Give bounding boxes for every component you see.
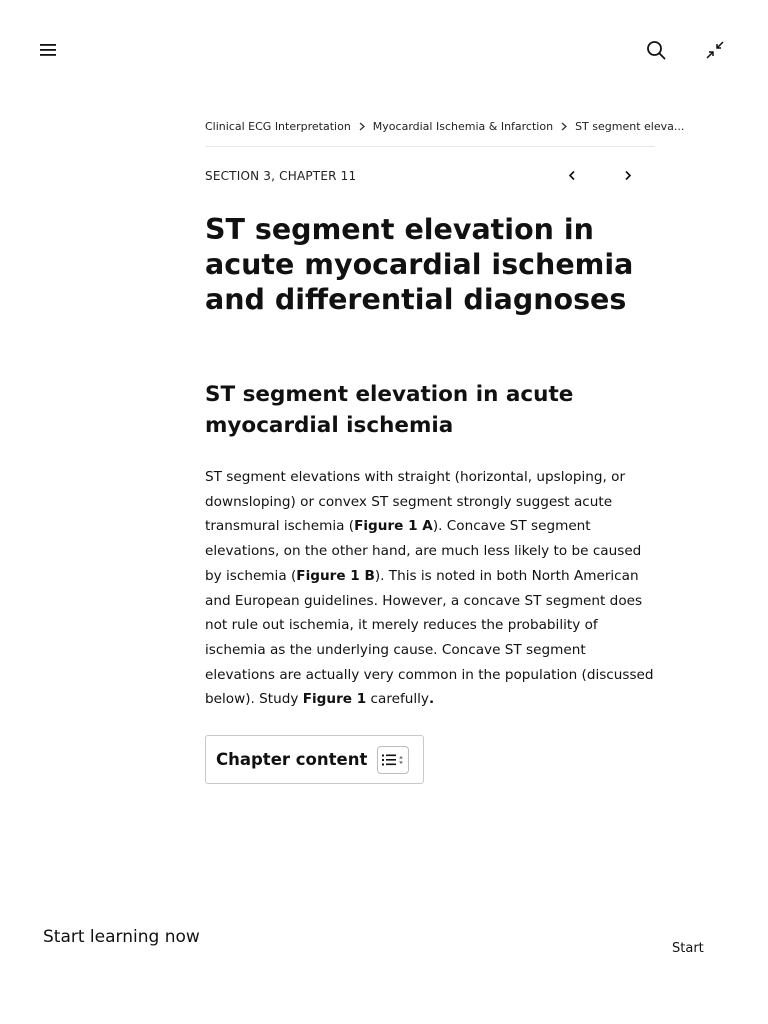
section-chapter-label: SECTION 3, CHAPTER 11 bbox=[205, 169, 357, 183]
breadcrumb-current: ST segment eleva... bbox=[575, 119, 685, 133]
figure-reference: Figure 1 bbox=[302, 691, 367, 708]
chapter-content-toc bbox=[205, 735, 424, 784]
breadcrumb-item-ischemia-infarction[interactable]: Myocardial Ischemia & Infarction bbox=[372, 119, 554, 133]
breadcrumb-item-ecg-interpretation[interactable]: Clinical ECG Interpretation bbox=[205, 119, 351, 133]
chevron-right-icon bbox=[561, 122, 567, 131]
body-paragraph bbox=[205, 465, 657, 712]
section-heading: ST segment elevation in acute myocardial ischemia bbox=[205, 382, 574, 438]
chevron-left-icon bbox=[568, 170, 576, 181]
next-chapter-button[interactable] bbox=[619, 166, 637, 184]
toc-toggle-button[interactable] bbox=[377, 746, 409, 774]
menu-button[interactable] bbox=[34, 36, 62, 64]
figure-reference: Figure 1 B bbox=[296, 567, 375, 584]
start-button[interactable]: Start bbox=[672, 941, 704, 956]
chevron-right-icon bbox=[624, 170, 632, 181]
paragraph-text: carefully bbox=[366, 691, 429, 708]
toc-title: Chapter content bbox=[216, 750, 368, 769]
hamburger-menu-icon bbox=[40, 44, 56, 56]
figure-reference: Figure 1 A bbox=[354, 518, 433, 535]
collapse-button[interactable] bbox=[701, 36, 729, 64]
list-toggle-icon bbox=[382, 754, 404, 766]
paragraph-text: ). Concave ST segment elevations, on the other hand, are much less likely to be caused by ischemia ( bbox=[205, 518, 642, 584]
top-bar bbox=[0, 0, 768, 100]
search-icon bbox=[646, 40, 666, 60]
chevron-right-icon bbox=[359, 122, 365, 131]
paragraph-text: ST segment elevations with straight (horizontal, upsloping, or downsloping) or convex ST segment strongly suggest acute transmural ischemia ( bbox=[205, 469, 626, 535]
page-title: ST segment elevation in acute myocardial ischemia and differential diagnoses bbox=[205, 213, 634, 316]
start-learning-text: Start learning now bbox=[43, 927, 200, 947]
previous-chapter-button[interactable] bbox=[563, 166, 581, 184]
search-button[interactable] bbox=[642, 36, 670, 64]
breadcrumb bbox=[205, 118, 685, 134]
paragraph-end: . bbox=[428, 691, 435, 708]
breadcrumb-divider bbox=[205, 146, 655, 147]
collapse-arrows-icon bbox=[705, 40, 725, 60]
paragraph-text: ). This is noted in both North American and European guidelines. However, a concave ST segment does not rule out ischemia, it merely reduces the probability of ischemia as the underlying cause. Concave ST segment elevations are actually very common in the population (discussed below). Study bbox=[205, 567, 654, 708]
